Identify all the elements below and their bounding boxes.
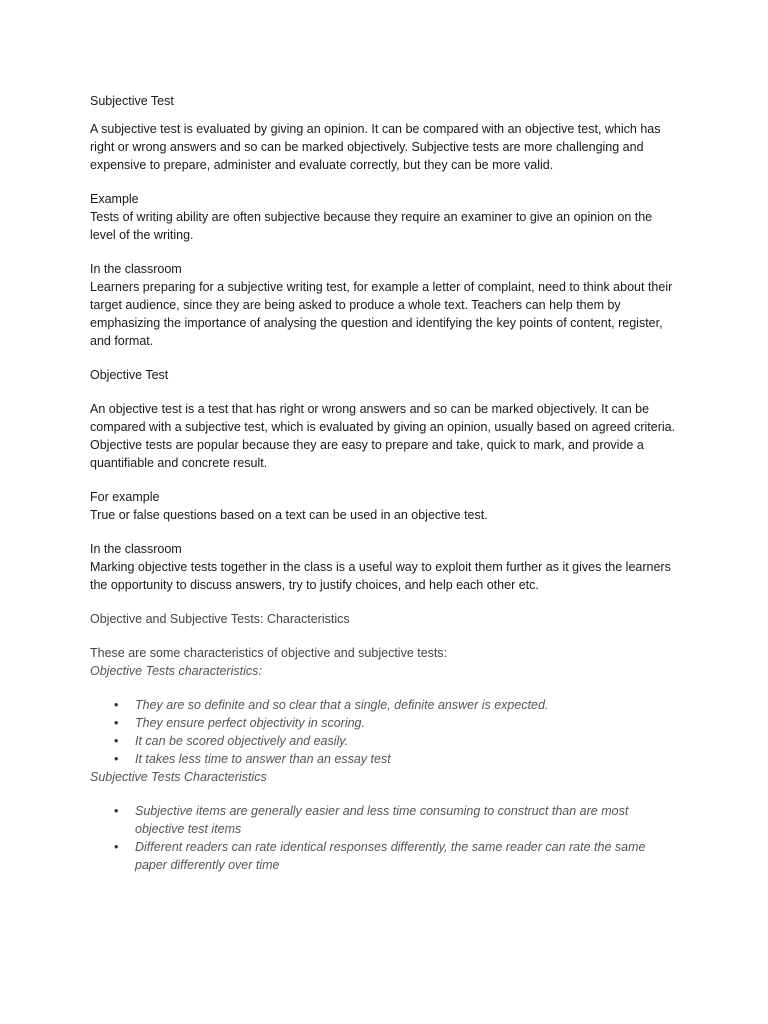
objective-classroom-heading: In the classroom (90, 542, 182, 556)
list-item: • They ensure perfect objectivity in scoring. (90, 714, 680, 732)
subjective-classroom-text: Learners preparing for a subjective writing test, for example a letter of complaint, need to think about their target audience, since they are being asked to produce a whole text. Teachers can help them by emphasizing the importance of analysing the question and identifying the key points of content, register, and format. (90, 280, 673, 348)
subjective-test-heading: Subjective Test (90, 94, 174, 108)
objective-characteristics-label: Objective Tests characteristics: (90, 664, 262, 678)
subjective-classroom-heading: In the classroom (90, 262, 182, 276)
subjective-example-text: Tests of writing ability are often subjective because they require an examiner to give an opinion on the level of the writing. (90, 210, 653, 242)
subjective-characteristics-list (90, 802, 680, 874)
objective-example-text: True or false questions based on a text can be used in an objective test. (90, 508, 488, 522)
characteristics-intro: These are some characteristics of objective and subjective tests: (90, 646, 448, 660)
list-item: • It can be scored objectively and easily. (90, 732, 680, 750)
list-item: • Different readers can rate identical responses differently, the same reader can rate the same paper differently over time (90, 838, 680, 874)
list-item: • It takes less time to answer than an essay test (90, 750, 680, 768)
list-item: • They are so definite and so clear that a single, definite answer is expected. (90, 696, 680, 714)
subjective-characteristics-label: Subjective Tests Characteristics (90, 770, 267, 784)
objective-classroom-text: Marking objective tests together in the class is a useful way to exploit them further as it gives the learners the opportunity to discuss answers, try to justify choices, and help each other etc. (90, 560, 671, 592)
list-item: • Subjective items are generally easier and less time consuming to construct than are most objective test items (90, 802, 680, 838)
subjective-example-heading: Example (90, 192, 139, 206)
objective-characteristics-list (90, 696, 680, 768)
objective-example-heading: For example (90, 490, 160, 504)
objective-test-heading: Objective Test (90, 368, 169, 382)
objective-test-intro: An objective test is a test that has right or wrong answers and so can be marked objectively. It can be compared with a subjective test, which is evaluated by giving an opinion, usually based on agreed criteria. Objective tests are popular because they are easy to prepare and take, quick to mark, and provide a quantifiable and concrete result. (90, 402, 676, 470)
document-page (90, 92, 680, 874)
subjective-test-intro: A subjective test is evaluated by giving an opinion. It can be compared with an objective test, which has right or wrong answers and so can be marked objectively. Subjective tests are more challenging and expensive to prepare, administer and evaluate correctly, but they can be more valid. (90, 122, 661, 172)
characteristics-heading: Objective and Subjective Tests: Characteristics (90, 612, 350, 626)
